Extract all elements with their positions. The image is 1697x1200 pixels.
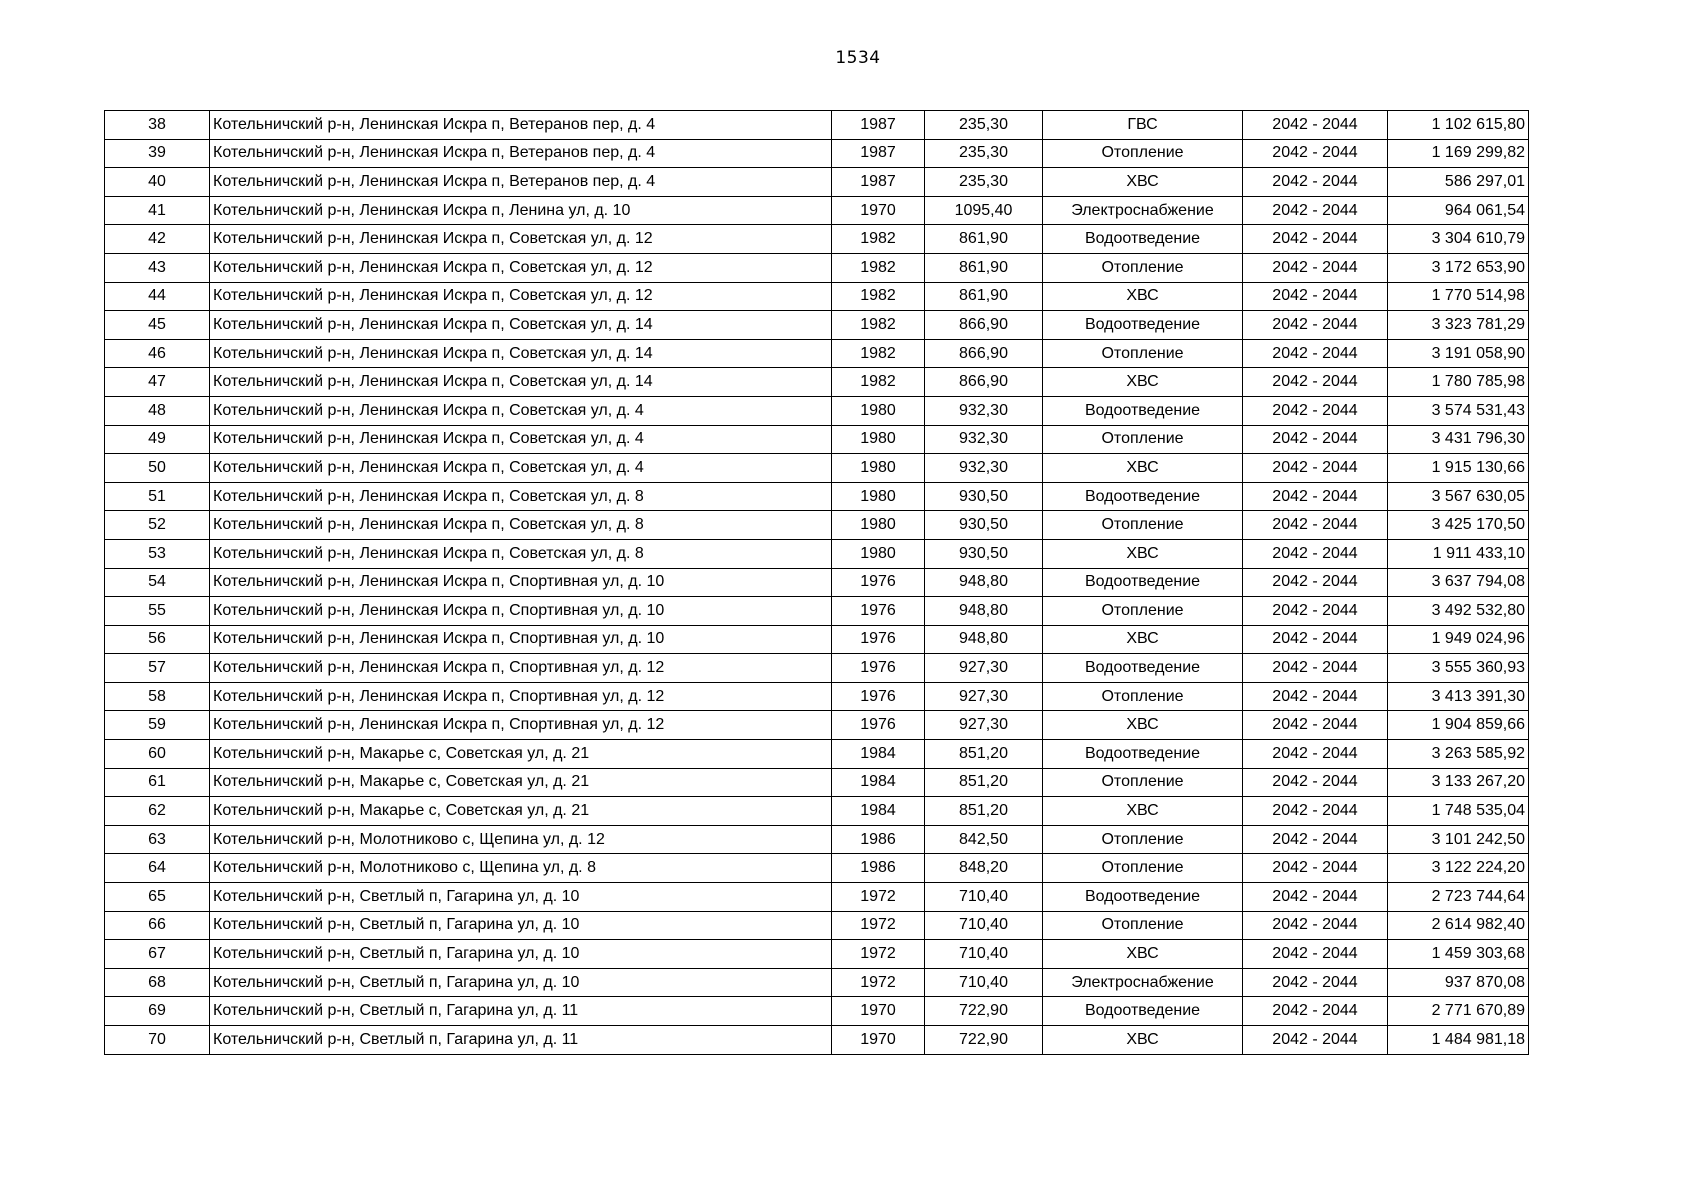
work-type-cell: Отопление bbox=[1043, 768, 1243, 797]
cost-cell: 1 102 615,80 bbox=[1388, 111, 1529, 140]
work-type-cell: ХВС bbox=[1043, 168, 1243, 197]
year-built-cell: 1986 bbox=[832, 825, 925, 854]
area-cell: 866,90 bbox=[925, 339, 1043, 368]
row-number-cell: 70 bbox=[105, 1026, 210, 1055]
table-row bbox=[105, 196, 1529, 225]
address-cell: Котельничский р-н, Ленинская Искра п, Советская ул, д. 14 bbox=[210, 311, 832, 340]
table-row bbox=[105, 625, 1529, 654]
period-cell: 2042 - 2044 bbox=[1243, 597, 1388, 626]
table-row bbox=[105, 253, 1529, 282]
table-row bbox=[105, 597, 1529, 626]
work-type-cell: Отопление bbox=[1043, 682, 1243, 711]
cost-cell: 3 101 242,50 bbox=[1388, 825, 1529, 854]
area-cell: 710,40 bbox=[925, 940, 1043, 969]
area-cell: 710,40 bbox=[925, 968, 1043, 997]
table-row bbox=[105, 711, 1529, 740]
address-cell: Котельничский р-н, Ленинская Искра п, Спортивная ул, д. 10 bbox=[210, 625, 832, 654]
cost-cell: 937 870,08 bbox=[1388, 968, 1529, 997]
area-cell: 861,90 bbox=[925, 253, 1043, 282]
table-row bbox=[105, 940, 1529, 969]
table-row bbox=[105, 282, 1529, 311]
period-cell: 2042 - 2044 bbox=[1243, 282, 1388, 311]
row-number-cell: 61 bbox=[105, 768, 210, 797]
address-cell: Котельничский р-н, Ленинская Искра п, Ветеранов пер, д. 4 bbox=[210, 111, 832, 140]
area-cell: 848,20 bbox=[925, 854, 1043, 883]
work-type-cell: Водоотведение bbox=[1043, 740, 1243, 769]
row-number-cell: 69 bbox=[105, 997, 210, 1026]
row-number-cell: 44 bbox=[105, 282, 210, 311]
work-type-cell: Отопление bbox=[1043, 825, 1243, 854]
year-built-cell: 1980 bbox=[832, 482, 925, 511]
work-type-cell: Отопление bbox=[1043, 911, 1243, 940]
row-number-cell: 68 bbox=[105, 968, 210, 997]
table-row bbox=[105, 854, 1529, 883]
cost-cell: 2 771 670,89 bbox=[1388, 997, 1529, 1026]
address-cell: Котельничский р-н, Светлый п, Гагарина ул, д. 10 bbox=[210, 968, 832, 997]
table-row bbox=[105, 883, 1529, 912]
area-cell: 932,30 bbox=[925, 454, 1043, 483]
area-cell: 710,40 bbox=[925, 911, 1043, 940]
work-type-cell: Водоотведение bbox=[1043, 883, 1243, 912]
table-row bbox=[105, 740, 1529, 769]
period-cell: 2042 - 2044 bbox=[1243, 997, 1388, 1026]
work-type-cell: Водоотведение bbox=[1043, 997, 1243, 1026]
year-built-cell: 1984 bbox=[832, 768, 925, 797]
period-cell: 2042 - 2044 bbox=[1243, 253, 1388, 282]
work-type-cell: Отопление bbox=[1043, 511, 1243, 540]
work-type-cell: ХВС bbox=[1043, 368, 1243, 397]
period-cell: 2042 - 2044 bbox=[1243, 539, 1388, 568]
year-built-cell: 1976 bbox=[832, 654, 925, 683]
table-row bbox=[105, 511, 1529, 540]
cost-cell: 1 484 981,18 bbox=[1388, 1026, 1529, 1055]
period-cell: 2042 - 2044 bbox=[1243, 454, 1388, 483]
address-cell: Котельничский р-н, Макарье с, Советская ул, д. 21 bbox=[210, 740, 832, 769]
address-cell: Котельничский р-н, Ленинская Искра п, Советская ул, д. 8 bbox=[210, 482, 832, 511]
area-cell: 842,50 bbox=[925, 825, 1043, 854]
address-cell: Котельничский р-н, Макарье с, Советская ул, д. 21 bbox=[210, 768, 832, 797]
table-row bbox=[105, 368, 1529, 397]
area-cell: 930,50 bbox=[925, 539, 1043, 568]
row-number-cell: 66 bbox=[105, 911, 210, 940]
address-cell: Котельничский р-н, Молотниково с, Щепина ул, д. 12 bbox=[210, 825, 832, 854]
address-cell: Котельничский р-н, Светлый п, Гагарина ул, д. 10 bbox=[210, 883, 832, 912]
work-type-cell: Отопление bbox=[1043, 253, 1243, 282]
year-built-cell: 1982 bbox=[832, 339, 925, 368]
address-cell: Котельничский р-н, Ленинская Искра п, Советская ул, д. 4 bbox=[210, 425, 832, 454]
table-row bbox=[105, 1026, 1529, 1055]
work-type-cell: Водоотведение bbox=[1043, 396, 1243, 425]
area-cell: 948,80 bbox=[925, 625, 1043, 654]
row-number-cell: 65 bbox=[105, 883, 210, 912]
work-type-cell: ХВС bbox=[1043, 1026, 1243, 1055]
year-built-cell: 1987 bbox=[832, 139, 925, 168]
address-cell: Котельничский р-н, Ленинская Искра п, Советская ул, д. 12 bbox=[210, 253, 832, 282]
page-number: 1534 bbox=[835, 48, 881, 68]
year-built-cell: 1970 bbox=[832, 997, 925, 1026]
cost-cell: 1 770 514,98 bbox=[1388, 282, 1529, 311]
row-number-cell: 67 bbox=[105, 940, 210, 969]
row-number-cell: 39 bbox=[105, 139, 210, 168]
period-cell: 2042 - 2044 bbox=[1243, 1026, 1388, 1055]
area-cell: 851,20 bbox=[925, 797, 1043, 826]
table-row bbox=[105, 111, 1529, 140]
year-built-cell: 1980 bbox=[832, 396, 925, 425]
work-type-cell: Водоотведение bbox=[1043, 482, 1243, 511]
row-number-cell: 42 bbox=[105, 225, 210, 254]
area-cell: 932,30 bbox=[925, 396, 1043, 425]
area-cell: 861,90 bbox=[925, 282, 1043, 311]
year-built-cell: 1976 bbox=[832, 682, 925, 711]
area-cell: 722,90 bbox=[925, 1026, 1043, 1055]
area-cell: 948,80 bbox=[925, 568, 1043, 597]
area-cell: 235,30 bbox=[925, 168, 1043, 197]
year-built-cell: 1980 bbox=[832, 511, 925, 540]
row-number-cell: 55 bbox=[105, 597, 210, 626]
period-cell: 2042 - 2044 bbox=[1243, 311, 1388, 340]
period-cell: 2042 - 2044 bbox=[1243, 883, 1388, 912]
row-number-cell: 54 bbox=[105, 568, 210, 597]
year-built-cell: 1972 bbox=[832, 883, 925, 912]
area-cell: 861,90 bbox=[925, 225, 1043, 254]
year-built-cell: 1980 bbox=[832, 539, 925, 568]
cost-cell: 3 431 796,30 bbox=[1388, 425, 1529, 454]
area-cell: 1095,40 bbox=[925, 196, 1043, 225]
period-cell: 2042 - 2044 bbox=[1243, 854, 1388, 883]
year-built-cell: 1976 bbox=[832, 597, 925, 626]
year-built-cell: 1976 bbox=[832, 625, 925, 654]
cost-cell: 2 723 744,64 bbox=[1388, 883, 1529, 912]
period-cell: 2042 - 2044 bbox=[1243, 511, 1388, 540]
row-number-cell: 56 bbox=[105, 625, 210, 654]
table-body bbox=[105, 111, 1529, 1055]
address-cell: Котельничский р-н, Ленинская Искра п, Советская ул, д. 14 bbox=[210, 368, 832, 397]
period-cell: 2042 - 2044 bbox=[1243, 711, 1388, 740]
year-built-cell: 1984 bbox=[832, 797, 925, 826]
period-cell: 2042 - 2044 bbox=[1243, 111, 1388, 140]
table-row bbox=[105, 139, 1529, 168]
year-built-cell: 1982 bbox=[832, 311, 925, 340]
address-cell: Котельничский р-н, Ленинская Искра п, Советская ул, д. 12 bbox=[210, 282, 832, 311]
cost-cell: 1 748 535,04 bbox=[1388, 797, 1529, 826]
work-type-cell: Отопление bbox=[1043, 425, 1243, 454]
table-row bbox=[105, 339, 1529, 368]
row-number-cell: 63 bbox=[105, 825, 210, 854]
area-cell: 866,90 bbox=[925, 311, 1043, 340]
year-built-cell: 1984 bbox=[832, 740, 925, 769]
area-cell: 930,50 bbox=[925, 511, 1043, 540]
table-row bbox=[105, 825, 1529, 854]
area-cell: 710,40 bbox=[925, 883, 1043, 912]
cost-cell: 586 297,01 bbox=[1388, 168, 1529, 197]
year-built-cell: 1970 bbox=[832, 196, 925, 225]
address-cell: Котельничский р-н, Светлый п, Гагарина ул, д. 10 bbox=[210, 940, 832, 969]
period-cell: 2042 - 2044 bbox=[1243, 968, 1388, 997]
table-row bbox=[105, 425, 1529, 454]
table-row bbox=[105, 797, 1529, 826]
period-cell: 2042 - 2044 bbox=[1243, 139, 1388, 168]
year-built-cell: 1987 bbox=[832, 168, 925, 197]
work-type-cell: ХВС bbox=[1043, 711, 1243, 740]
address-cell: Котельничский р-н, Ленинская Искра п, Ленина ул, д. 10 bbox=[210, 196, 832, 225]
address-cell: Котельничский р-н, Ленинская Искра п, Спортивная ул, д. 12 bbox=[210, 711, 832, 740]
row-number-cell: 45 bbox=[105, 311, 210, 340]
cost-cell: 1 459 303,68 bbox=[1388, 940, 1529, 969]
work-type-cell: ХВС bbox=[1043, 625, 1243, 654]
row-number-cell: 50 bbox=[105, 454, 210, 483]
row-number-cell: 60 bbox=[105, 740, 210, 769]
year-built-cell: 1970 bbox=[832, 1026, 925, 1055]
cost-cell: 1 904 859,66 bbox=[1388, 711, 1529, 740]
address-cell: Котельничский р-н, Ленинская Искра п, Советская ул, д. 14 bbox=[210, 339, 832, 368]
cost-cell: 3 263 585,92 bbox=[1388, 740, 1529, 769]
work-type-cell: ХВС bbox=[1043, 454, 1243, 483]
period-cell: 2042 - 2044 bbox=[1243, 797, 1388, 826]
period-cell: 2042 - 2044 bbox=[1243, 196, 1388, 225]
address-cell: Котельничский р-н, Ленинская Искра п, Спортивная ул, д. 10 bbox=[210, 597, 832, 626]
year-built-cell: 1972 bbox=[832, 968, 925, 997]
address-cell: Котельничский р-н, Ленинская Искра п, Спортивная ул, д. 12 bbox=[210, 682, 832, 711]
address-cell: Котельничский р-н, Макарье с, Советская ул, д. 21 bbox=[210, 797, 832, 826]
period-cell: 2042 - 2044 bbox=[1243, 825, 1388, 854]
year-built-cell: 1982 bbox=[832, 253, 925, 282]
period-cell: 2042 - 2044 bbox=[1243, 339, 1388, 368]
row-number-cell: 43 bbox=[105, 253, 210, 282]
period-cell: 2042 - 2044 bbox=[1243, 368, 1388, 397]
work-type-cell: Отопление bbox=[1043, 854, 1243, 883]
table-row bbox=[105, 911, 1529, 940]
work-type-cell: ХВС bbox=[1043, 940, 1243, 969]
address-cell: Котельничский р-н, Ленинская Искра п, Советская ул, д. 4 bbox=[210, 396, 832, 425]
cost-cell: 3 323 781,29 bbox=[1388, 311, 1529, 340]
work-type-cell: Водоотведение bbox=[1043, 654, 1243, 683]
area-cell: 948,80 bbox=[925, 597, 1043, 626]
cost-cell: 1 949 024,96 bbox=[1388, 625, 1529, 654]
row-number-cell: 38 bbox=[105, 111, 210, 140]
address-cell: Котельничский р-н, Ленинская Искра п, Спортивная ул, д. 10 bbox=[210, 568, 832, 597]
table-row bbox=[105, 768, 1529, 797]
cost-cell: 3 413 391,30 bbox=[1388, 682, 1529, 711]
year-built-cell: 1976 bbox=[832, 711, 925, 740]
period-cell: 2042 - 2044 bbox=[1243, 225, 1388, 254]
work-type-cell: Отопление bbox=[1043, 339, 1243, 368]
address-cell: Котельничский р-н, Молотниково с, Щепина ул, д. 8 bbox=[210, 854, 832, 883]
cost-cell: 3 567 630,05 bbox=[1388, 482, 1529, 511]
work-type-cell: Водоотведение bbox=[1043, 311, 1243, 340]
row-number-cell: 51 bbox=[105, 482, 210, 511]
year-built-cell: 1982 bbox=[832, 225, 925, 254]
address-cell: Котельничский р-н, Светлый п, Гагарина ул, д. 11 bbox=[210, 997, 832, 1026]
area-cell: 866,90 bbox=[925, 368, 1043, 397]
work-type-cell: Электроснабжение bbox=[1043, 968, 1243, 997]
period-cell: 2042 - 2044 bbox=[1243, 625, 1388, 654]
area-cell: 235,30 bbox=[925, 139, 1043, 168]
period-cell: 2042 - 2044 bbox=[1243, 168, 1388, 197]
cost-cell: 2 614 982,40 bbox=[1388, 911, 1529, 940]
cost-cell: 964 061,54 bbox=[1388, 196, 1529, 225]
table-row bbox=[105, 568, 1529, 597]
area-cell: 927,30 bbox=[925, 654, 1043, 683]
year-built-cell: 1972 bbox=[832, 911, 925, 940]
address-cell: Котельничский р-н, Ленинская Искра п, Советская ул, д. 8 bbox=[210, 539, 832, 568]
year-built-cell: 1982 bbox=[832, 368, 925, 397]
year-built-cell: 1972 bbox=[832, 940, 925, 969]
cost-cell: 3 304 610,79 bbox=[1388, 225, 1529, 254]
period-cell: 2042 - 2044 bbox=[1243, 568, 1388, 597]
area-cell: 932,30 bbox=[925, 425, 1043, 454]
period-cell: 2042 - 2044 bbox=[1243, 940, 1388, 969]
table-row bbox=[105, 997, 1529, 1026]
row-number-cell: 49 bbox=[105, 425, 210, 454]
work-type-cell: Водоотведение bbox=[1043, 568, 1243, 597]
row-number-cell: 53 bbox=[105, 539, 210, 568]
row-number-cell: 59 bbox=[105, 711, 210, 740]
row-number-cell: 62 bbox=[105, 797, 210, 826]
cost-cell: 3 555 360,93 bbox=[1388, 654, 1529, 683]
row-number-cell: 57 bbox=[105, 654, 210, 683]
row-number-cell: 48 bbox=[105, 396, 210, 425]
address-cell: Котельничский р-н, Светлый п, Гагарина ул, д. 11 bbox=[210, 1026, 832, 1055]
cost-cell: 3 172 653,90 bbox=[1388, 253, 1529, 282]
address-cell: Котельничский р-н, Ленинская Искра п, Ветеранов пер, д. 4 bbox=[210, 139, 832, 168]
cost-cell: 1 780 785,98 bbox=[1388, 368, 1529, 397]
table-row bbox=[105, 539, 1529, 568]
work-type-cell: Водоотведение bbox=[1043, 225, 1243, 254]
row-number-cell: 40 bbox=[105, 168, 210, 197]
cost-cell: 3 191 058,90 bbox=[1388, 339, 1529, 368]
area-cell: 851,20 bbox=[925, 740, 1043, 769]
period-cell: 2042 - 2044 bbox=[1243, 740, 1388, 769]
table-row bbox=[105, 311, 1529, 340]
period-cell: 2042 - 2044 bbox=[1243, 425, 1388, 454]
area-cell: 927,30 bbox=[925, 711, 1043, 740]
period-cell: 2042 - 2044 bbox=[1243, 682, 1388, 711]
period-cell: 2042 - 2044 bbox=[1243, 396, 1388, 425]
period-cell: 2042 - 2044 bbox=[1243, 911, 1388, 940]
cost-cell: 3 574 531,43 bbox=[1388, 396, 1529, 425]
area-cell: 235,30 bbox=[925, 111, 1043, 140]
work-type-cell: Отопление bbox=[1043, 597, 1243, 626]
table-row bbox=[105, 482, 1529, 511]
address-cell: Котельничский р-н, Светлый п, Гагарина ул, д. 10 bbox=[210, 911, 832, 940]
area-cell: 930,50 bbox=[925, 482, 1043, 511]
address-cell: Котельничский р-н, Ленинская Искра п, Ветеранов пер, д. 4 bbox=[210, 168, 832, 197]
work-type-cell: Электроснабжение bbox=[1043, 196, 1243, 225]
year-built-cell: 1987 bbox=[832, 111, 925, 140]
cost-cell: 3 492 532,80 bbox=[1388, 597, 1529, 626]
work-type-cell: ХВС bbox=[1043, 797, 1243, 826]
year-built-cell: 1986 bbox=[832, 854, 925, 883]
cost-cell: 1 169 299,82 bbox=[1388, 139, 1529, 168]
cost-cell: 3 133 267,20 bbox=[1388, 768, 1529, 797]
cost-cell: 3 425 170,50 bbox=[1388, 511, 1529, 540]
cost-cell: 1 911 433,10 bbox=[1388, 539, 1529, 568]
table-row bbox=[105, 225, 1529, 254]
repair-schedule-table bbox=[104, 110, 1529, 1055]
table-row bbox=[105, 968, 1529, 997]
work-type-cell: ГВС bbox=[1043, 111, 1243, 140]
period-cell: 2042 - 2044 bbox=[1243, 482, 1388, 511]
table-row bbox=[105, 654, 1529, 683]
cost-cell: 3 122 224,20 bbox=[1388, 854, 1529, 883]
table-row bbox=[105, 454, 1529, 483]
row-number-cell: 47 bbox=[105, 368, 210, 397]
table-row bbox=[105, 168, 1529, 197]
work-type-cell: ХВС bbox=[1043, 539, 1243, 568]
address-cell: Котельничский р-н, Ленинская Искра п, Советская ул, д. 4 bbox=[210, 454, 832, 483]
row-number-cell: 41 bbox=[105, 196, 210, 225]
year-built-cell: 1980 bbox=[832, 425, 925, 454]
area-cell: 851,20 bbox=[925, 768, 1043, 797]
row-number-cell: 52 bbox=[105, 511, 210, 540]
cost-cell: 3 637 794,08 bbox=[1388, 568, 1529, 597]
work-type-cell: ХВС bbox=[1043, 282, 1243, 311]
row-number-cell: 58 bbox=[105, 682, 210, 711]
year-built-cell: 1976 bbox=[832, 568, 925, 597]
period-cell: 2042 - 2044 bbox=[1243, 654, 1388, 683]
year-built-cell: 1980 bbox=[832, 454, 925, 483]
period-cell: 2042 - 2044 bbox=[1243, 768, 1388, 797]
address-cell: Котельничский р-н, Ленинская Искра п, Спортивная ул, д. 12 bbox=[210, 654, 832, 683]
year-built-cell: 1982 bbox=[832, 282, 925, 311]
address-cell: Котельничский р-н, Ленинская Искра п, Советская ул, д. 8 bbox=[210, 511, 832, 540]
work-type-cell: Отопление bbox=[1043, 139, 1243, 168]
address-cell: Котельничский р-н, Ленинская Искра п, Советская ул, д. 12 bbox=[210, 225, 832, 254]
row-number-cell: 46 bbox=[105, 339, 210, 368]
area-cell: 722,90 bbox=[925, 997, 1043, 1026]
table-row bbox=[105, 682, 1529, 711]
cost-cell: 1 915 130,66 bbox=[1388, 454, 1529, 483]
table-row bbox=[105, 396, 1529, 425]
row-number-cell: 64 bbox=[105, 854, 210, 883]
area-cell: 927,30 bbox=[925, 682, 1043, 711]
